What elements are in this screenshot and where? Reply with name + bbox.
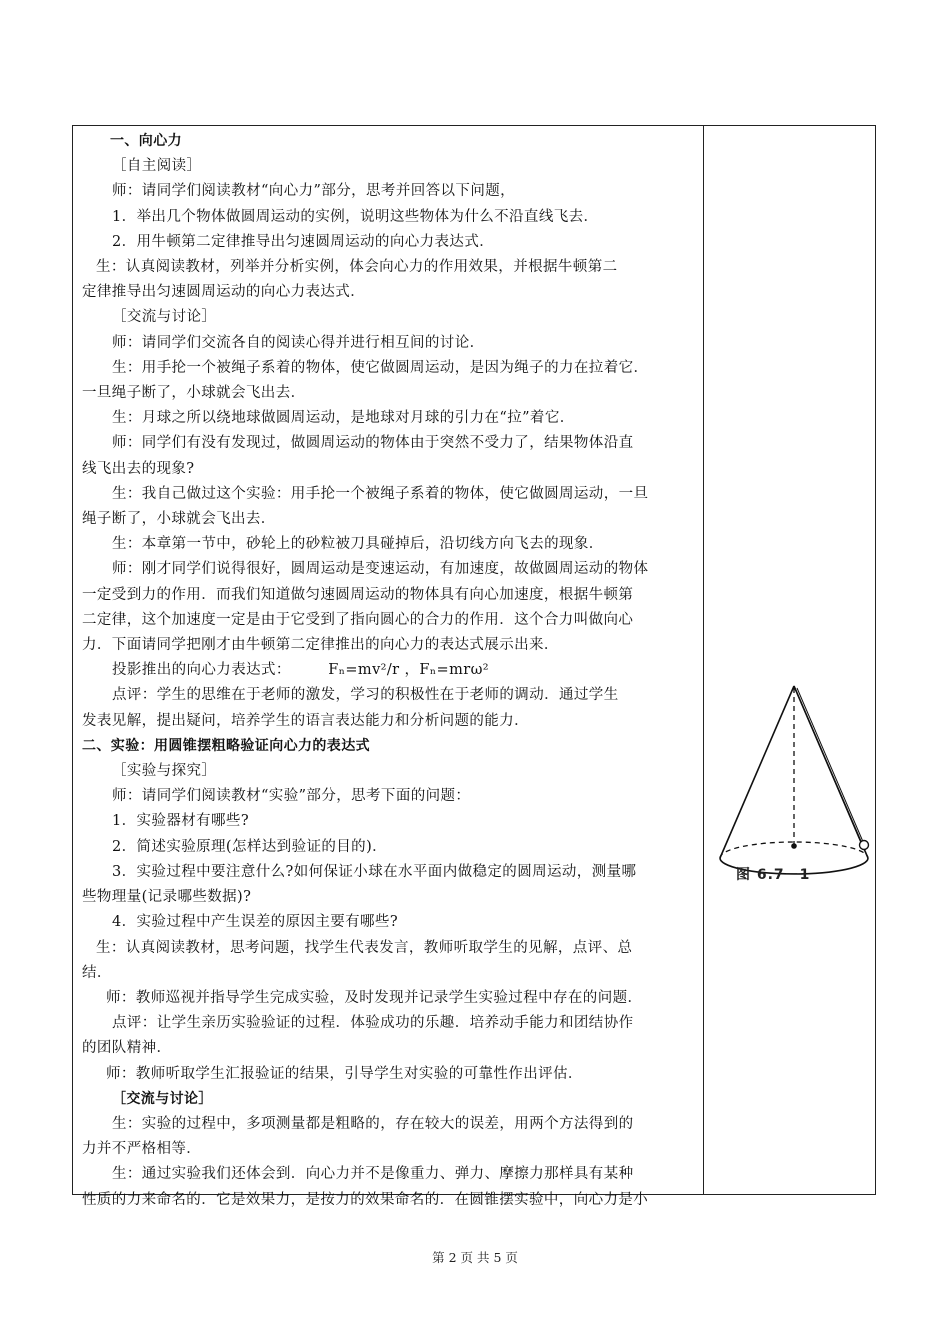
text-line: 力．下面请同学把刚才由牛顿第二定律推出的向心力的表达式展示出来． (82, 637, 559, 654)
text-line: 2．简述实验原理(怎样达到验证的目的)． (112, 838, 388, 855)
text-line: 的团队精神． (82, 1040, 172, 1057)
figure-column (704, 126, 875, 1194)
text-line: 生：月球之所以绕地球做圆周运动，是地球对月球的引力在“拉”着它． (112, 410, 575, 427)
page-number: 第 2 页 共 5 页 (432, 1250, 518, 1265)
text-line: 一定受到力的作用．而我们知道做匀速圆周运动的物体具有向心加速度，根据牛顿第 (82, 586, 634, 603)
text-line: 师：教师巡视并指导学生完成实验，及时发现并记录学生实验过程中存在的问题． (106, 989, 643, 1006)
section-heading: 二、实验：用圆锥摆粗略验证向心力的表达式 (82, 737, 370, 754)
text-line: 生：用手抡一个被绳子系着的物体，使它做圆周运动，是因为绳子的力在拉着它． (112, 359, 649, 376)
text-line: 师：刚才同学们说得很好，圆周运动是变速运动，有加速度，故做圆周运动的物体 (112, 561, 649, 578)
text-line: 力并不严格相等． (82, 1141, 202, 1158)
text-line: 2．用牛顿第二定律推导出匀速圆周运动的向心力表达式． (112, 233, 495, 250)
text-line: 1．实验器材有哪些? (112, 813, 249, 830)
text-line: 4．实验过程中产生误差的原因主要有哪些? (112, 914, 398, 931)
text-line: ［交流与讨论］ (112, 1090, 213, 1107)
text-line: 些物理量(记录哪些数据)? (82, 889, 252, 906)
figure-caption: 图 6.7－1 (736, 867, 811, 883)
text-line: 性质的力来命名的．它是效果力，是按力的效果命名的．在圆锥摆实验中，向心力是小 (82, 1191, 649, 1208)
text-line: 点评：学生的思维在于老师的激发，学习的积极性在于老师的调动．通过学生 (112, 687, 619, 704)
text-line: 结． (82, 964, 112, 981)
cone-pendulum-figure (718, 678, 868, 890)
section-heading: 一、向心力 (110, 133, 182, 149)
text-line: 师：请同学们阅读教材“向心力”部分，思考并回答以下问题， (112, 183, 516, 200)
text-line: ［自主阅读］ (112, 158, 202, 175)
text-line: 生：认真阅读教材，列举并分析实例，体会向心力的作用效果，并根据牛顿第二 (96, 259, 618, 276)
text-line: 线飞出去的现象? (82, 460, 195, 477)
text-line: 发表见解，提出疑问，培养学生的语言表达能力和分析问题的能力． (82, 712, 529, 729)
text-line: 师：教师听取学生汇报验证的结果，引导学生对实验的可靠性作出评估． (106, 1065, 583, 1082)
text-line: ［交流与讨论］ (112, 309, 217, 326)
lesson-table (72, 125, 876, 1208)
text-line: 1．举出几个物体做圆周运动的实例，说明这些物体为什么不沿直线飞去． (112, 208, 599, 225)
text-line: 生：本章第一节中，砂轮上的砂粒被刀具碰掉后，沿切线方向飞去的现象． (112, 536, 604, 553)
text-line: 生：认真阅读教材，思考问题，找学生代表发言，教师听取学生的见解，点评、总 (96, 939, 633, 956)
text-line: 生：通过实验我们还体会到．向心力并不是像重力、弹力、摩擦力那样具有某种 (112, 1166, 634, 1183)
text-line: 师：请同学们阅读教材“实验”部分，思考下面的问题： (112, 788, 471, 805)
lesson-content-column (73, 126, 704, 1208)
text-line: 3．实验过程中要注意什么?如何保证小球在水平面内做稳定的圆周运动，测量哪 (112, 863, 637, 880)
text-line: 生：实验的过程中，多项测量都是粗略的，存在较大的误差，用两个方法得到的 (112, 1115, 634, 1132)
text-line: ［实验与探究］ (112, 763, 217, 780)
text-line: 一旦绳子断了，小球就会飞出去． (82, 385, 306, 402)
text-line: 投影推出的向心力表达式： Fₙ=mv²/r ，Fₙ=mrω² (112, 662, 490, 679)
text-line: 二定律，这个加速度一定是由于它受到了指向圆心的合力的作用．这个合力叫做向心 (82, 611, 634, 628)
text-line: 师：请同学们交流各自的阅读心得并进行相互间的讨论． (112, 334, 485, 351)
text-line: 生：我自己做过这个实验：用手抡一个被绳子系着的物体，使它做圆周运动，一旦 (112, 485, 649, 502)
text-line: 师：同学们有没有发现过，做圆周运动的物体由于突然不受力了，结果物体沿直 (112, 435, 634, 452)
text-line: 定律推导出匀速圆周运动的向心力表达式． (82, 284, 366, 301)
text-line: 点评：让学生亲历实验验证的过程．体验成功的乐趣．培养动手能力和团结协作 (112, 1015, 634, 1032)
text-line: 绳子断了，小球就会飞出去． (82, 511, 276, 528)
